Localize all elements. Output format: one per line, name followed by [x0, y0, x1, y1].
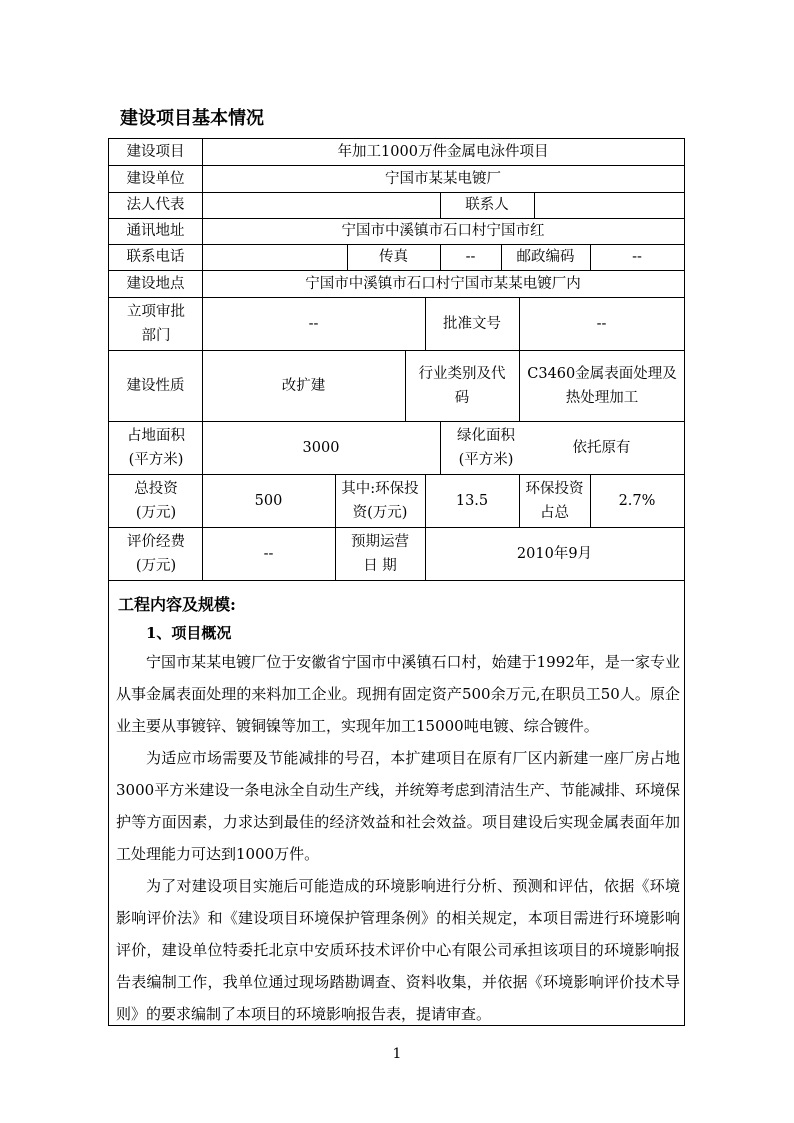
nature-value: 改扩建 — [281, 377, 326, 394]
env-ratio-value: 2.7% — [618, 492, 656, 509]
investment-label: 总投资(万元) — [134, 480, 178, 521]
industry-label: 行业类别及代码 — [418, 365, 506, 406]
nature-label: 建设性质 — [126, 377, 185, 394]
phone-label: 联系电话 — [126, 249, 185, 265]
postcode-label: 邮政编码 — [516, 249, 575, 265]
address-value: 宁国市中溪镇市石口村宁国市红 — [341, 223, 545, 239]
green-area-value: 依托原有 — [572, 439, 631, 456]
project-name-label: 建设项目 — [126, 144, 185, 160]
page-title: 建设项目基本情况 — [120, 108, 264, 129]
page-number: 1 — [392, 1046, 402, 1062]
approval-dept-label: 立项审批部门 — [127, 303, 185, 344]
unit-label: 建设单位 — [126, 170, 185, 187]
assess-fee-label: 评价经费(万元) — [127, 533, 185, 574]
fax-label: 传真 — [379, 249, 408, 265]
investment-value: 500 — [254, 492, 283, 509]
col-divider — [405, 350, 406, 421]
green-area-label: 绿化面积(平方米) — [457, 427, 515, 468]
row-divider — [109, 580, 684, 581]
col-divider — [519, 350, 520, 421]
paragraph: 宁国市某某电镀厂位于安徽省宁国市中溪镇石口村，始建于1992年，是一家专业从事金属表面处理的来料加工企业。现拥有固定资产500余万元,在职员工50人。原企业主要从事镀锌、镀铜镍等加工，实现年加工15000吨电镀、综合镀件。 — [116, 653, 680, 735]
assess-fee-value: -- — [263, 545, 274, 562]
env-ratio-label: 环保投资占总 — [525, 480, 584, 521]
approval-no-value: -- — [596, 315, 607, 332]
postcode-value: -- — [632, 249, 642, 265]
address-label: 通讯地址 — [126, 223, 185, 239]
sub-title: 1、项目概况 — [146, 624, 232, 642]
section-title: 工程内容及规模: — [118, 595, 236, 614]
project-name-value: 年加工1000万件金属电泳件项目 — [337, 144, 549, 160]
site-label: 建设地点 — [126, 275, 185, 292]
legal-rep-label: 法人代表 — [126, 197, 185, 213]
approval-dept-value: -- — [308, 315, 319, 332]
unit-value: 宁国市某某电镀厂 — [385, 170, 501, 187]
legal-rep-value — [202, 192, 440, 218]
site-value: 宁国市中溪镇市石口村宁国市某某电镀厂内 — [305, 275, 581, 292]
approval-no-label: 批准文号 — [443, 315, 501, 332]
col-divider — [519, 474, 520, 527]
contact-label: 联系人 — [465, 197, 509, 213]
col-divider — [440, 421, 441, 474]
operation-date-value: 2010年9月 — [516, 545, 593, 562]
industry-value: C3460金属表面处理及热处理加工 — [527, 365, 677, 406]
paragraph: 为了对建设项目实施后可能造成的环境影响进行分析、预测和评估，依据《环境影响评价法》和《建设项目环境保护管理条例》的相关规定，本项目需进行环境影响评价，建设单位特委托北京中安质环技术评价中心有限公司承担该项目的环境影响报告表编制工作，我单位通过现场踏勘调查、资料收集，并依据《环境影响评价技术导则》的要求编制了本项目的环境影响报告表，提请审查。 — [116, 877, 680, 1023]
col-divider — [335, 474, 336, 580]
area-value: 3000 — [302, 439, 340, 456]
env-investment-label: 其中:环保投资(万元) — [341, 480, 419, 521]
fax-value: -- — [465, 249, 476, 265]
area-label: 占地面积(平方米) — [127, 427, 185, 468]
operation-date-label: 预期运营日 期 — [351, 533, 409, 574]
paragraph: 为适应市场需要及节能减排的号召，本扩建项目在原有厂区内新建一座厂房占地3000平方米建设一条电泳全自动生产线，并统筹考虑到清洁生产、节能减排、环境保护等方面因素，力求达到最佳的经济效益和社会效益。项目建设后实现金属表面年加工处理能力可达到1000万件。 — [116, 749, 680, 863]
phone-value — [202, 244, 347, 270]
contact-value — [534, 192, 684, 218]
env-investment-value: 13.5 — [455, 492, 489, 509]
